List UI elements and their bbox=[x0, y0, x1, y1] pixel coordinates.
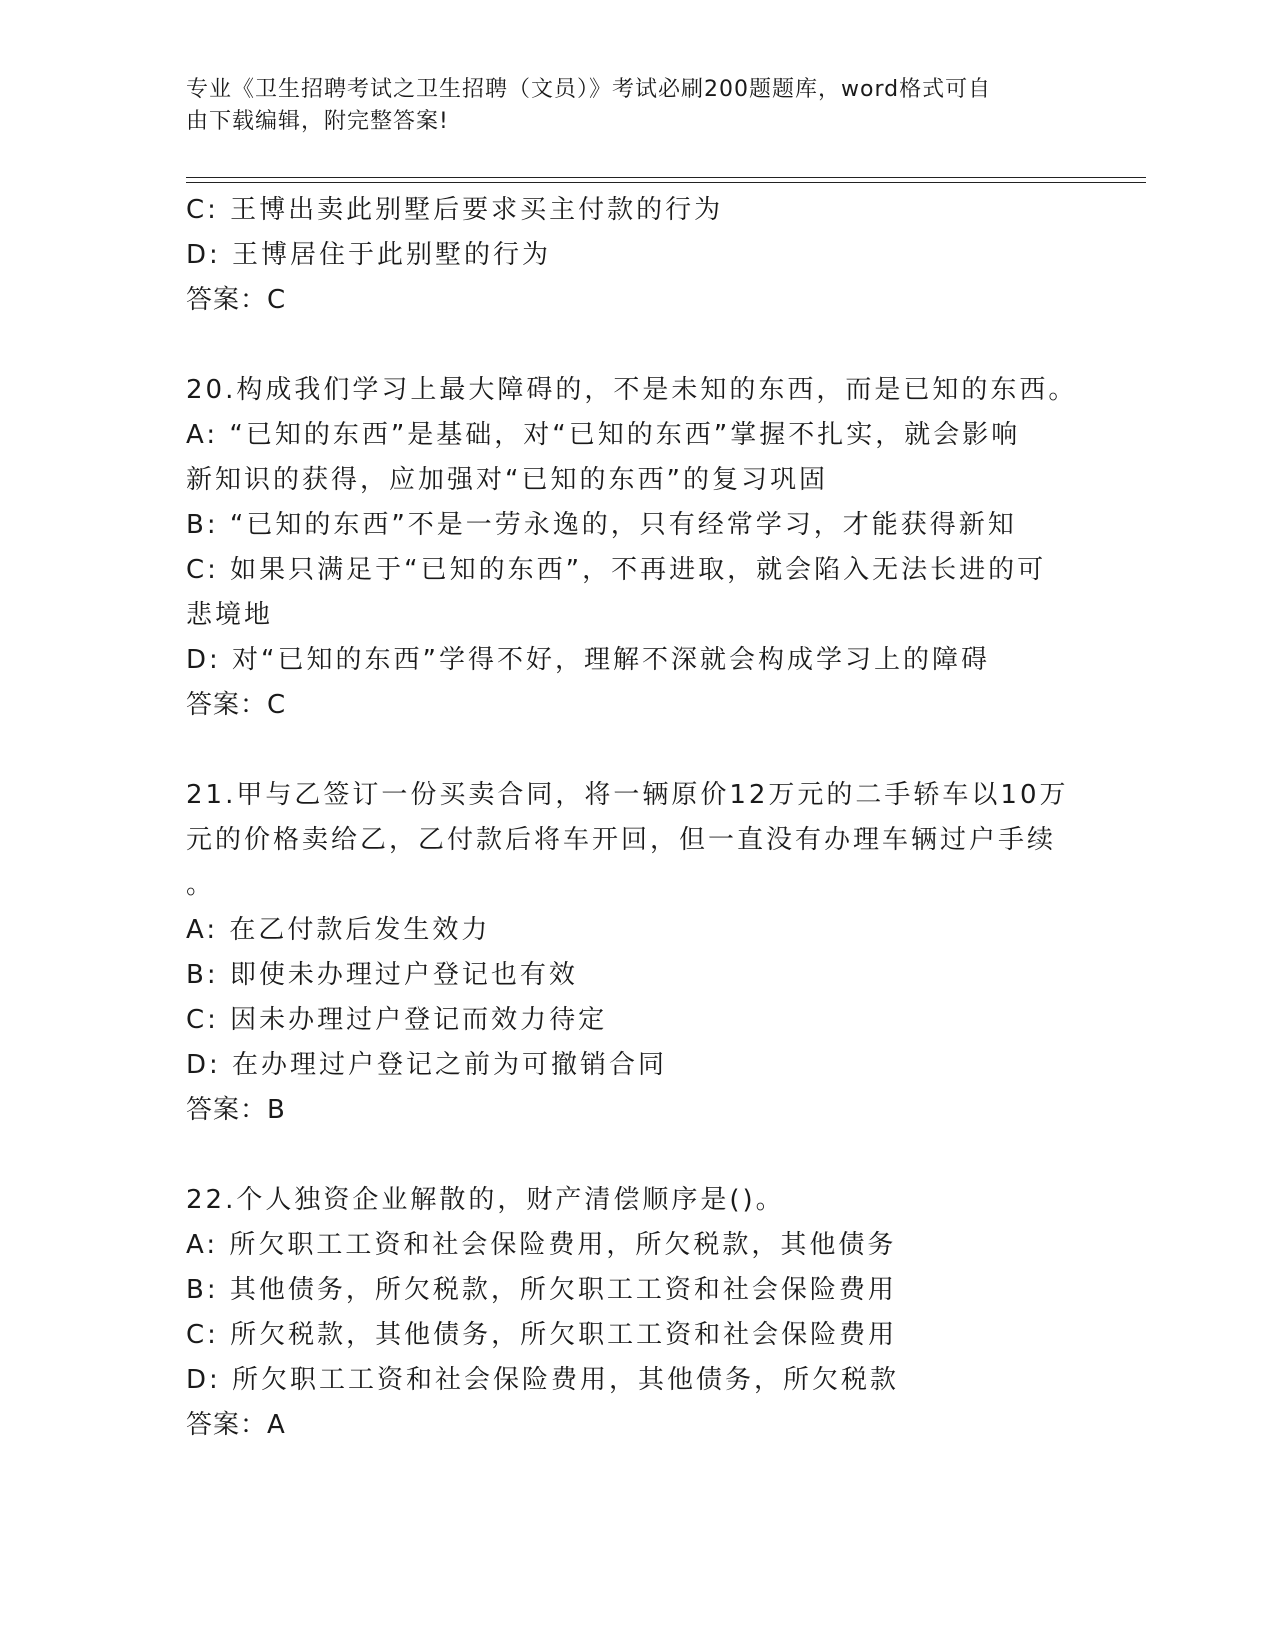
option-b: B: 其他债务，所欠税款，所欠职工工资和社会保险费用 bbox=[186, 1275, 897, 1305]
question-block-19 bbox=[186, 188, 1066, 323]
question-stem: 21.甲与乙签订一份买卖合同，将一辆原价12万元的二手轿车以10万 bbox=[186, 780, 1069, 810]
answer-line: 答案：B bbox=[186, 1095, 286, 1125]
question-stem: 22.个人独资企业解散的，财产清偿顺序是()。 bbox=[186, 1185, 785, 1215]
question-stem-end: 。 bbox=[186, 870, 216, 900]
question-block-20 bbox=[186, 368, 1078, 728]
option-c: C: 王博出卖此别墅后要求买主付款的行为 bbox=[186, 195, 724, 225]
option-d: D: 对“已知的东西”学得不好，理解不深就会构成学习上的障碍 bbox=[186, 645, 990, 675]
option-c: C: 所欠税款，其他债务，所欠职工工资和社会保险费用 bbox=[186, 1320, 898, 1350]
option-d: D: 王博居住于此别墅的行为 bbox=[186, 240, 552, 270]
option-b: B: 即使未办理过户登记也有效 bbox=[186, 960, 578, 990]
header-rule-bottom bbox=[186, 182, 1146, 183]
header-line-1: 专业《卫生招聘考试之卫生招聘（文员）》考试必刷200题题库，word格式可自 bbox=[186, 77, 992, 102]
option-b: B: “已知的东西”不是一劳永逸的，只有经常学习，才能获得新知 bbox=[186, 510, 1017, 540]
option-a-continued: 新知识的获得，应加强对“已知的东西”的复习巩固 bbox=[186, 465, 828, 495]
option-c: C: 因未办理过户登记而效力待定 bbox=[186, 1005, 608, 1035]
answer-line: 答案：C bbox=[186, 690, 287, 720]
document-header bbox=[186, 74, 1066, 138]
header-line-2: 由下载编辑，附完整答案! bbox=[186, 109, 449, 134]
spacer bbox=[186, 728, 1066, 773]
option-d: D: 所欠职工工资和社会保险费用，其他债务，所欠税款 bbox=[186, 1365, 900, 1395]
question-list bbox=[186, 188, 1078, 1448]
answer-line: 答案：A bbox=[186, 1410, 286, 1440]
option-a: A: 在乙付款后发生效力 bbox=[186, 915, 491, 945]
header-rule-top bbox=[186, 177, 1146, 178]
spacer bbox=[186, 323, 1066, 368]
question-stem-continued: 元的价格卖给乙，乙付款后将车开回，但一直没有办理车辆过户手续 bbox=[186, 825, 1057, 855]
option-d: D: 在办理过户登记之前为可撤销合同 bbox=[186, 1050, 668, 1080]
question-block-22 bbox=[186, 1178, 1066, 1448]
option-a: A: “已知的东西”是基础，对“已知的东西”掌握不扎实，就会影响 bbox=[186, 420, 1021, 450]
option-c: C: 如果只满足于“已知的东西”，不再进取，就会陷入无法长进的可 bbox=[186, 555, 1047, 585]
answer-line: 答案：C bbox=[186, 285, 287, 315]
question-block-21 bbox=[186, 773, 1069, 1133]
option-c-continued: 悲境地 bbox=[186, 600, 274, 630]
spacer bbox=[186, 1133, 1066, 1178]
option-a: A: 所欠职工工资和社会保险费用，所欠税款，其他债务 bbox=[186, 1230, 897, 1260]
question-stem: 20.构成我们学习上最大障碍的，不是未知的东西，而是已知的东西。 bbox=[186, 375, 1078, 405]
